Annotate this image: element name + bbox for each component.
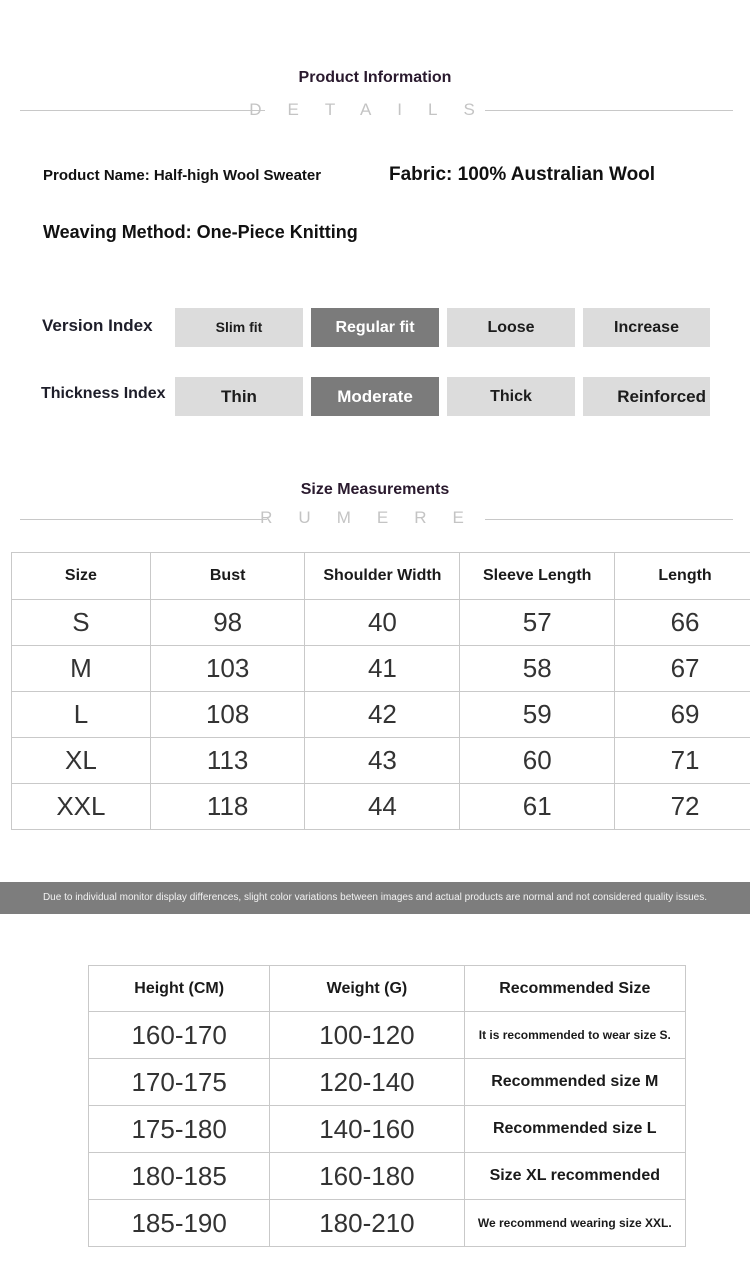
col-sleeve-length: Sleeve Length: [460, 553, 615, 600]
cell-bust: 118: [150, 784, 305, 830]
version-option-loose[interactable]: Loose: [447, 308, 575, 347]
cell-height: 175-180: [89, 1106, 270, 1153]
table-row: [89, 1012, 686, 1059]
cell-height: 185-190: [89, 1200, 270, 1247]
table-row: [89, 1059, 686, 1106]
cell-size: XL: [12, 738, 151, 784]
table-row: [89, 1200, 686, 1247]
table-row: [12, 784, 750, 830]
table-row: [12, 738, 750, 784]
cell-length: 71: [615, 738, 750, 784]
cell-height: 170-175: [89, 1059, 270, 1106]
cell-size: XXL: [12, 784, 151, 830]
cell-weight: 140-160: [270, 1106, 464, 1153]
product-info-title: Product Information: [298, 69, 452, 86]
thickness-option-thin[interactable]: Thin: [175, 377, 303, 416]
cell-length: 66: [615, 600, 750, 646]
cell-sleeve: 60: [460, 738, 615, 784]
col-height: Height (CM): [89, 966, 270, 1012]
col-shoulder-width: Shoulder Width: [305, 553, 460, 600]
recommendation-table: [88, 965, 686, 1247]
cell-weight: 160-180: [270, 1153, 464, 1200]
size-table: [11, 552, 750, 830]
table-row: [89, 1106, 686, 1153]
cell-size: S: [12, 600, 151, 646]
product-fabric: Fabric: 100% Australian Wool: [389, 164, 656, 185]
cell-shoulder: 43: [305, 738, 460, 784]
cell-bust: 108: [150, 692, 305, 738]
cell-bust: 113: [150, 738, 305, 784]
table-header-row: [89, 966, 686, 1012]
cell-weight: 180-210: [270, 1200, 464, 1247]
cell-height: 180-185: [89, 1153, 270, 1200]
cell-shoulder: 40: [305, 600, 460, 646]
thickness-option-thick[interactable]: Thick: [447, 377, 575, 416]
table-row: [89, 1153, 686, 1200]
cell-shoulder: 42: [305, 692, 460, 738]
cell-size: L: [12, 692, 151, 738]
cell-bust: 98: [150, 600, 305, 646]
table-header-row: [12, 553, 750, 600]
col-length: Length: [615, 553, 750, 600]
cell-sleeve: 57: [460, 600, 615, 646]
thickness-option-moderate[interactable]: Moderate: [311, 377, 439, 416]
cell-shoulder: 41: [305, 646, 460, 692]
details-subtitle: DETAILS: [249, 100, 501, 119]
table-row: [12, 646, 750, 692]
cell-sleeve: 59: [460, 692, 615, 738]
cell-length: 69: [615, 692, 750, 738]
size-measurements-title: Size Measurements: [300, 481, 450, 498]
color-notice-banner: Due to individual monitor display differences, slight color variations between images and actual products are normal and not considered quality issues.: [0, 882, 750, 914]
cell-recommendation: Recommended size M: [464, 1059, 685, 1106]
table-row: [12, 600, 750, 646]
thickness-option-reinforced[interactable]: Reinforced: [583, 377, 710, 416]
cell-sleeve: 61: [460, 784, 615, 830]
col-size: Size: [12, 553, 151, 600]
version-option-regular-fit[interactable]: Regular fit: [311, 308, 439, 347]
version-index-label: Version Index: [42, 316, 153, 335]
cell-recommendation: We recommend wearing size XXL.: [464, 1200, 685, 1247]
col-recommended-size: Recommended Size: [464, 966, 685, 1012]
cell-height: 160-170: [89, 1012, 270, 1059]
cell-sleeve: 58: [460, 646, 615, 692]
col-bust: Bust: [150, 553, 305, 600]
cell-weight: 120-140: [270, 1059, 464, 1106]
col-weight: Weight (G): [270, 966, 464, 1012]
cell-recommendation: Size XL recommended: [464, 1153, 685, 1200]
version-option-increase[interactable]: Increase: [583, 308, 710, 347]
product-name: Product Name: Half-high Wool Sweater: [43, 167, 322, 184]
cell-recommendation: It is recommended to wear size S.: [464, 1012, 685, 1059]
cell-length: 67: [615, 646, 750, 692]
cell-size: M: [12, 646, 151, 692]
cell-recommendation: Recommended size L: [464, 1106, 685, 1153]
weaving-method: Weaving Method: One-Piece Knitting: [43, 222, 358, 242]
cell-shoulder: 44: [305, 784, 460, 830]
table-row: [12, 692, 750, 738]
cell-bust: 103: [150, 646, 305, 692]
cell-weight: 100-120: [270, 1012, 464, 1059]
version-option-slim-fit[interactable]: Slim fit: [175, 308, 303, 347]
thickness-index-label: Thickness Index: [41, 385, 166, 402]
rumere-subtitle: RUMERE: [260, 508, 490, 527]
cell-length: 72: [615, 784, 750, 830]
